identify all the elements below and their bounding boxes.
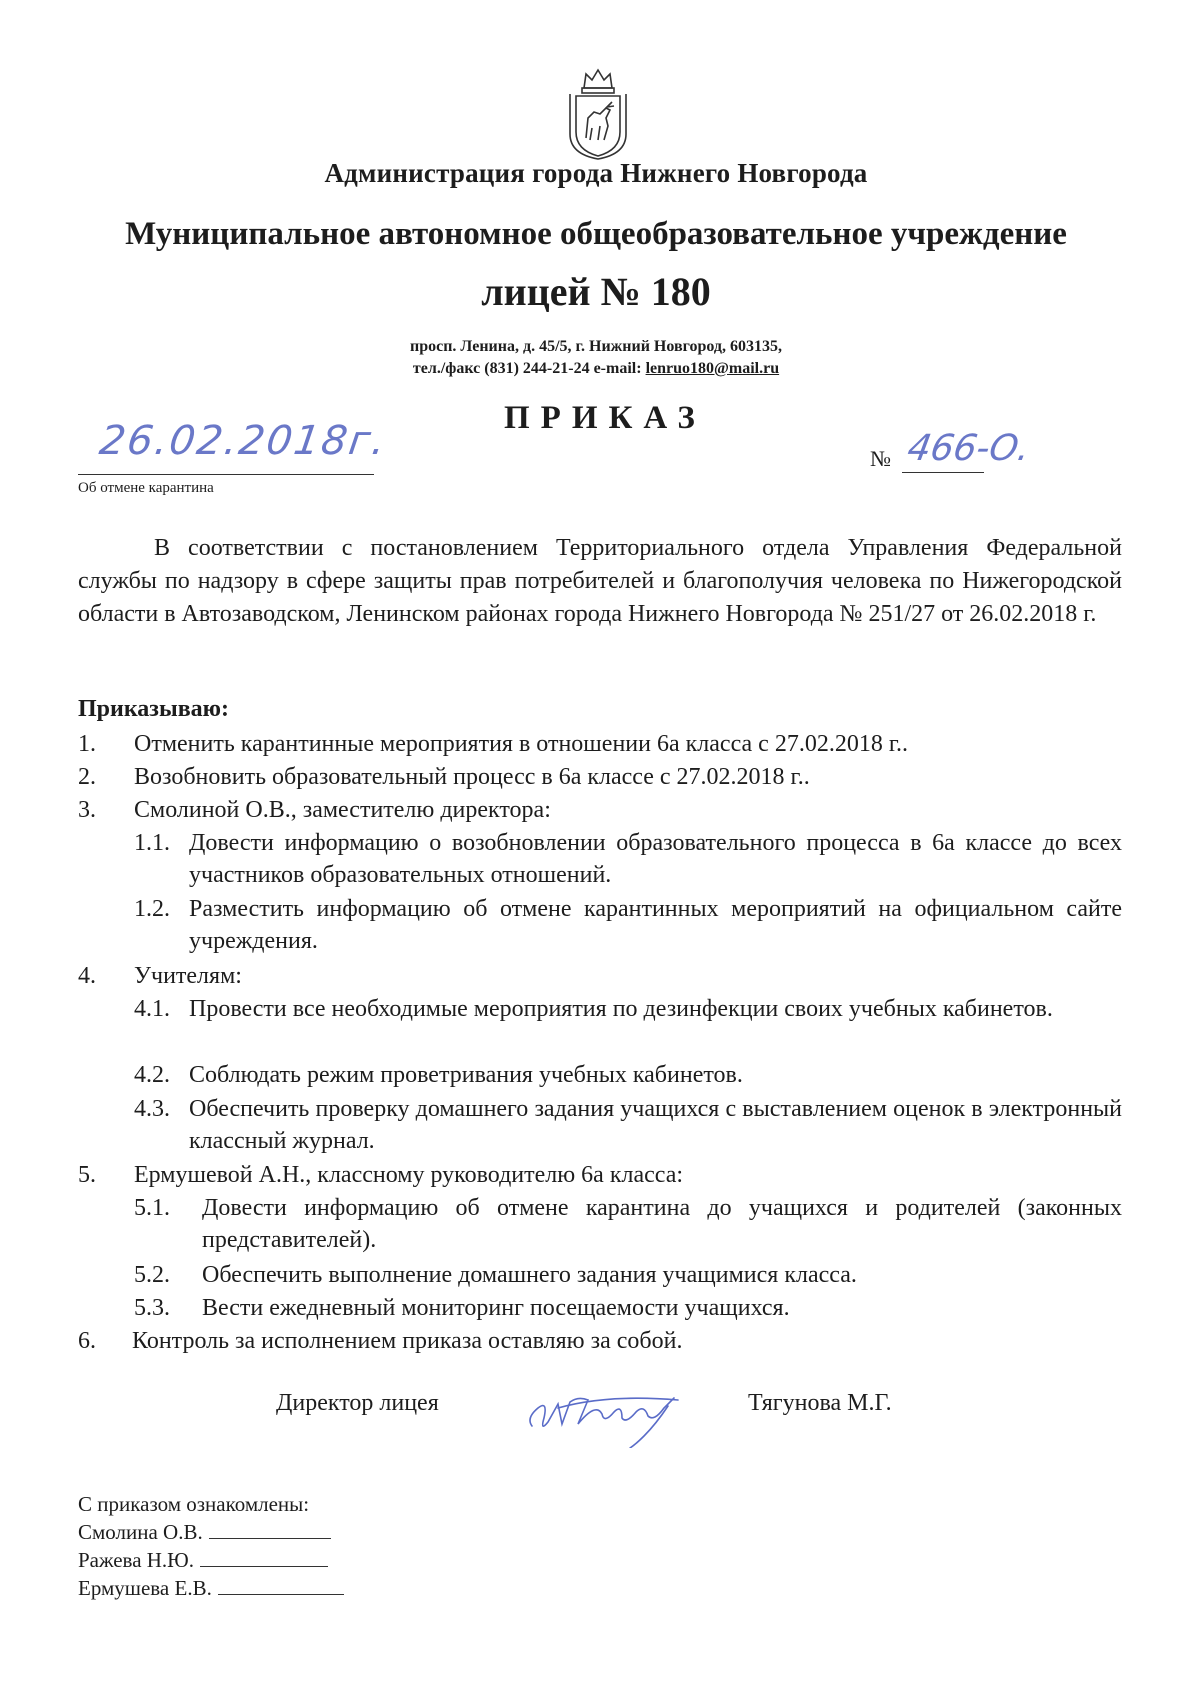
decree-label: Приказываю:: [78, 696, 229, 722]
item-text: Учителям:: [134, 963, 242, 989]
item-number: 5.1.: [134, 1195, 170, 1221]
acknowledgement-row: [78, 1576, 344, 1601]
item-number: 1.2.: [134, 896, 170, 922]
signature-blank-line: [200, 1548, 328, 1567]
item-number: 1.1.: [134, 830, 170, 856]
order-number-label: №: [870, 446, 891, 471]
list-item: [134, 993, 1122, 1057]
acknowledger-name: Ермушева Е.В.: [78, 1576, 212, 1600]
item-number: 4.1.: [134, 996, 170, 1022]
administration-title: Администрация города Нижнего Новгорода: [324, 158, 868, 188]
list-item: [78, 761, 1122, 793]
list-item: [78, 1159, 1122, 1191]
list-item: [134, 1192, 1122, 1256]
item-number: 5.: [78, 1162, 96, 1188]
signature-blank-line: [209, 1520, 331, 1539]
list-item: [78, 728, 1122, 760]
acknowledger-name: Ражева Н.Ю.: [78, 1548, 195, 1572]
item-text: Обеспечить проверку домашнего задания учащихся с выставлением оценок в электронный классный журнал.: [189, 1096, 1122, 1154]
order-subject: Об отмене карантина: [78, 480, 214, 496]
item-text: Разместить информацию об отмене карантинных мероприятий на официальном сайте учреждения.: [189, 896, 1122, 954]
signature-blank-line: [218, 1576, 344, 1595]
acknowledgement-row: [78, 1548, 328, 1573]
contacts-prefix: тел./факс (831) 244-21-24 e-mail:: [412, 360, 646, 377]
list-item: [134, 827, 1122, 891]
email-link[interactable]: lenruo180@mail.ru: [645, 360, 780, 377]
organization-title: Муниципальное автономное общеобразовательное учреждение: [125, 216, 1067, 252]
item-number: 4.3.: [134, 1096, 170, 1122]
item-number: 5.3.: [134, 1295, 170, 1321]
handwritten-order-number: 466-О.: [904, 428, 1034, 469]
item-text: Довести информацию об отмене карантина до учащихся и родителей (законных представителей).: [202, 1195, 1122, 1253]
acknowledgement-heading: С приказом ознакомлены:: [78, 1492, 310, 1516]
item-text: Обеспечить выполнение домашнего задания учащимися класса.: [202, 1262, 857, 1288]
item-text: Отменить карантинные мероприятия в отношении 6а класса с 27.02.2018 г..: [134, 731, 908, 757]
list-item: [134, 1292, 1122, 1324]
item-number: 5.2.: [134, 1262, 170, 1288]
item-number: 3.: [78, 797, 96, 823]
item-text: Провести все необходимые мероприятия по дезинфекции своих учебных кабинетов.: [189, 996, 1053, 1022]
nizhny-novgorod-coat-of-arms-icon: [566, 66, 630, 160]
item-text: Смолиной О.В., заместителю директора:: [134, 797, 551, 823]
item-number: 4.: [78, 963, 96, 989]
item-number: 4.2.: [134, 1062, 170, 1088]
handwritten-signature-icon: [518, 1378, 718, 1448]
acknowledgement-row: [78, 1520, 331, 1545]
list-item: [78, 1325, 1122, 1357]
item-text: Возобновить образовательный процесс в 6а классе с 27.02.2018 г..: [134, 764, 810, 790]
address-line: просп. Ленина, д. 45/5, г. Нижний Новгород, 603135,: [409, 338, 782, 355]
acknowledger-name: Смолина О.В.: [78, 1520, 203, 1544]
signatory-name: Тягунова М.Г.: [748, 1390, 892, 1416]
list-item: [78, 960, 1122, 992]
item-text: Ермушевой А.Н., классному руководителю 6а класса:: [134, 1162, 684, 1188]
signatory-title: Директор лицея: [276, 1390, 439, 1416]
item-number: 6.: [78, 1328, 96, 1354]
list-item: [134, 1093, 1122, 1157]
item-text: Соблюдать режим проветривания учебных кабинетов.: [189, 1062, 743, 1088]
list-item: [134, 1059, 1122, 1091]
document-title: ПРИКАЗ: [504, 400, 706, 436]
item-text: Контроль за исполнением приказа оставляю за собой.: [132, 1328, 683, 1354]
list-item: [78, 794, 1122, 826]
intro-paragraph: В соответствии с постановлением Территориального отдела Управления Федеральной службы по надзору в сфере защиты прав потребителей и благополучия человека по Нижегородской области в Автозаводском, Ленинском районах города Нижнего Новгорода № 251/27 от 26.02.2018 г.: [78, 535, 1122, 627]
list-item: [134, 1259, 1122, 1291]
handwritten-date: 26.02.2018г.: [96, 418, 390, 464]
list-item: [134, 893, 1122, 957]
item-number: 2.: [78, 764, 96, 790]
lyceum-title: лицей № 180: [481, 269, 711, 314]
number-underline: [902, 472, 984, 473]
item-text: Вести ежедневный мониторинг посещаемости учащихся.: [202, 1295, 790, 1321]
date-underline: [78, 474, 374, 475]
item-number: 1.: [78, 731, 96, 757]
contacts-line: [0, 360, 1192, 378]
item-text: Довести информацию о возобновлении образовательного процесса в 6а классе до всех участников образовательных отношений.: [189, 830, 1122, 888]
